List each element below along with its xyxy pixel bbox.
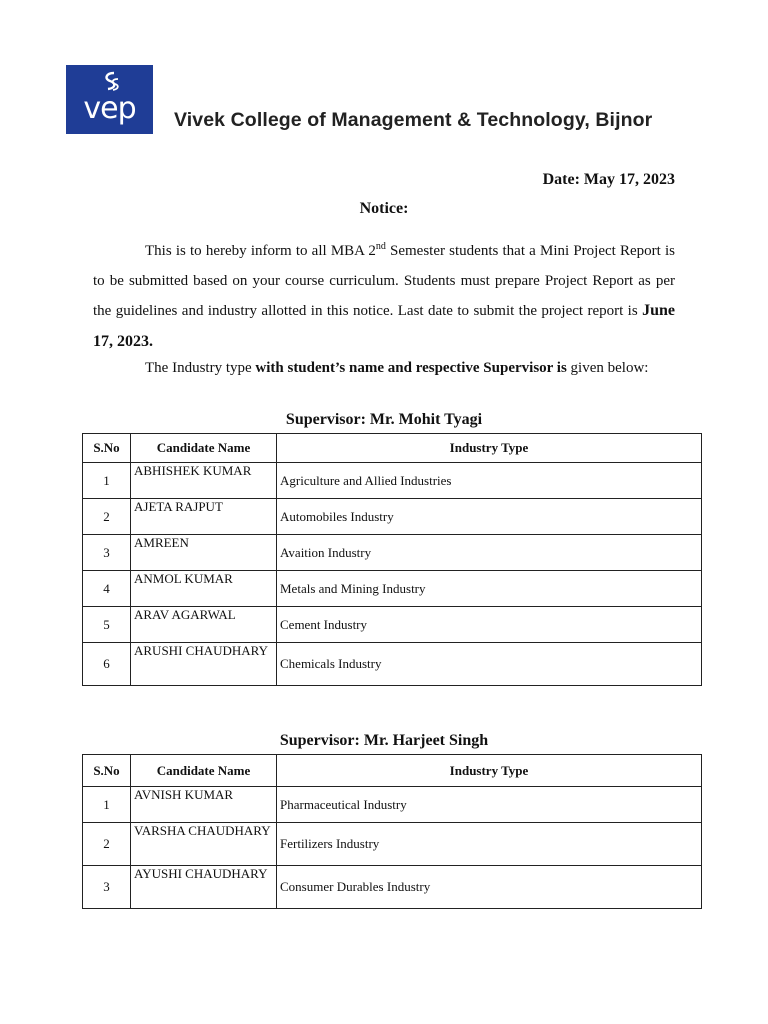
notice-body xyxy=(93,237,675,357)
row-candidate-name: ANMOL KUMAR xyxy=(131,571,277,607)
row-candidate-name: ARAV AGARWAL xyxy=(131,607,277,643)
row-sno: 2 xyxy=(83,499,131,535)
row-industry-type: Agriculture and Allied Industries xyxy=(277,463,702,499)
row-sno: 5 xyxy=(83,607,131,643)
submission-deadline: June 17, 2023. xyxy=(93,302,675,350)
row-sno: 3 xyxy=(83,866,131,909)
table-row xyxy=(83,866,702,909)
row-industry-type: Chemicals Industry xyxy=(277,643,702,686)
header-industry-type: Industry Type xyxy=(277,755,702,787)
row-sno: 4 xyxy=(83,571,131,607)
header-candidate-name: Candidate Name xyxy=(131,434,277,463)
notice-title: Notice: xyxy=(359,200,409,217)
row-industry-type: Pharmaceutical Industry xyxy=(277,787,702,823)
notice-paragraph: This is to hereby inform to all MBA 2nd Semester students that a Mini Project Report is to be submitted based on your course curriculum. Students must prepare Project Report as per the guidelines and industry allotted in this notice. Last date to submit the project report is June 17, 2023. xyxy=(93,241,675,350)
row-candidate-name: AJETA RAJPUT xyxy=(131,499,277,535)
header-industry-type: Industry Type xyxy=(277,434,702,463)
row-industry-type: Fertilizers Industry xyxy=(277,823,702,866)
row-sno: 1 xyxy=(83,787,131,823)
row-candidate-name: AMREEN xyxy=(131,535,277,571)
table-row xyxy=(83,499,702,535)
supervisor-1-title: Supervisor: Mr. Mohit Tyagi xyxy=(285,411,483,428)
industry-intro: The Industry type with student’s name and respective Supervisor is given below: xyxy=(145,360,649,376)
row-industry-type: Automobiles Industry xyxy=(277,499,702,535)
table-row xyxy=(83,787,702,823)
table-row xyxy=(83,823,702,866)
header-candidate-name: Candidate Name xyxy=(131,755,277,787)
college-name: Vivek College of Management & Technology, Bijnor xyxy=(174,109,653,131)
table-row xyxy=(83,571,702,607)
row-candidate-name: VARSHA CHAUDHARY xyxy=(131,823,277,866)
header-sno: S.No xyxy=(83,434,131,463)
row-sno: 2 xyxy=(83,823,131,866)
row-industry-type: Metals and Mining Industry xyxy=(277,571,702,607)
row-sno: 1 xyxy=(83,463,131,499)
letterhead xyxy=(66,65,696,135)
table-row xyxy=(83,535,702,571)
logo-abbreviation: vep xyxy=(83,91,136,126)
table-row xyxy=(83,463,702,499)
table-header-row xyxy=(83,755,702,787)
supervisor-2-title: Supervisor: Mr. Harjeet Singh xyxy=(279,732,489,749)
table-row xyxy=(83,643,702,686)
row-candidate-name: ARUSHI CHAUDHARY xyxy=(131,643,277,686)
supervisor-2-table xyxy=(82,754,702,909)
header-sno: S.No xyxy=(83,755,131,787)
row-sno: 3 xyxy=(83,535,131,571)
row-industry-type: Avaition Industry xyxy=(277,535,702,571)
notice-date: Date: May 17, 2023 xyxy=(542,171,675,188)
row-industry-type: Consumer Durables Industry xyxy=(277,866,702,909)
row-industry-type: Cement Industry xyxy=(277,607,702,643)
college-logo xyxy=(66,65,153,134)
row-candidate-name: ABHISHEK KUMAR xyxy=(131,463,277,499)
row-sno: 6 xyxy=(83,643,131,686)
table-header-row xyxy=(83,434,702,463)
table-row xyxy=(83,607,702,643)
row-candidate-name: AYUSHI CHAUDHARY xyxy=(131,866,277,909)
row-candidate-name: AVNISH KUMAR xyxy=(131,787,277,823)
supervisor-1-table xyxy=(82,433,702,686)
